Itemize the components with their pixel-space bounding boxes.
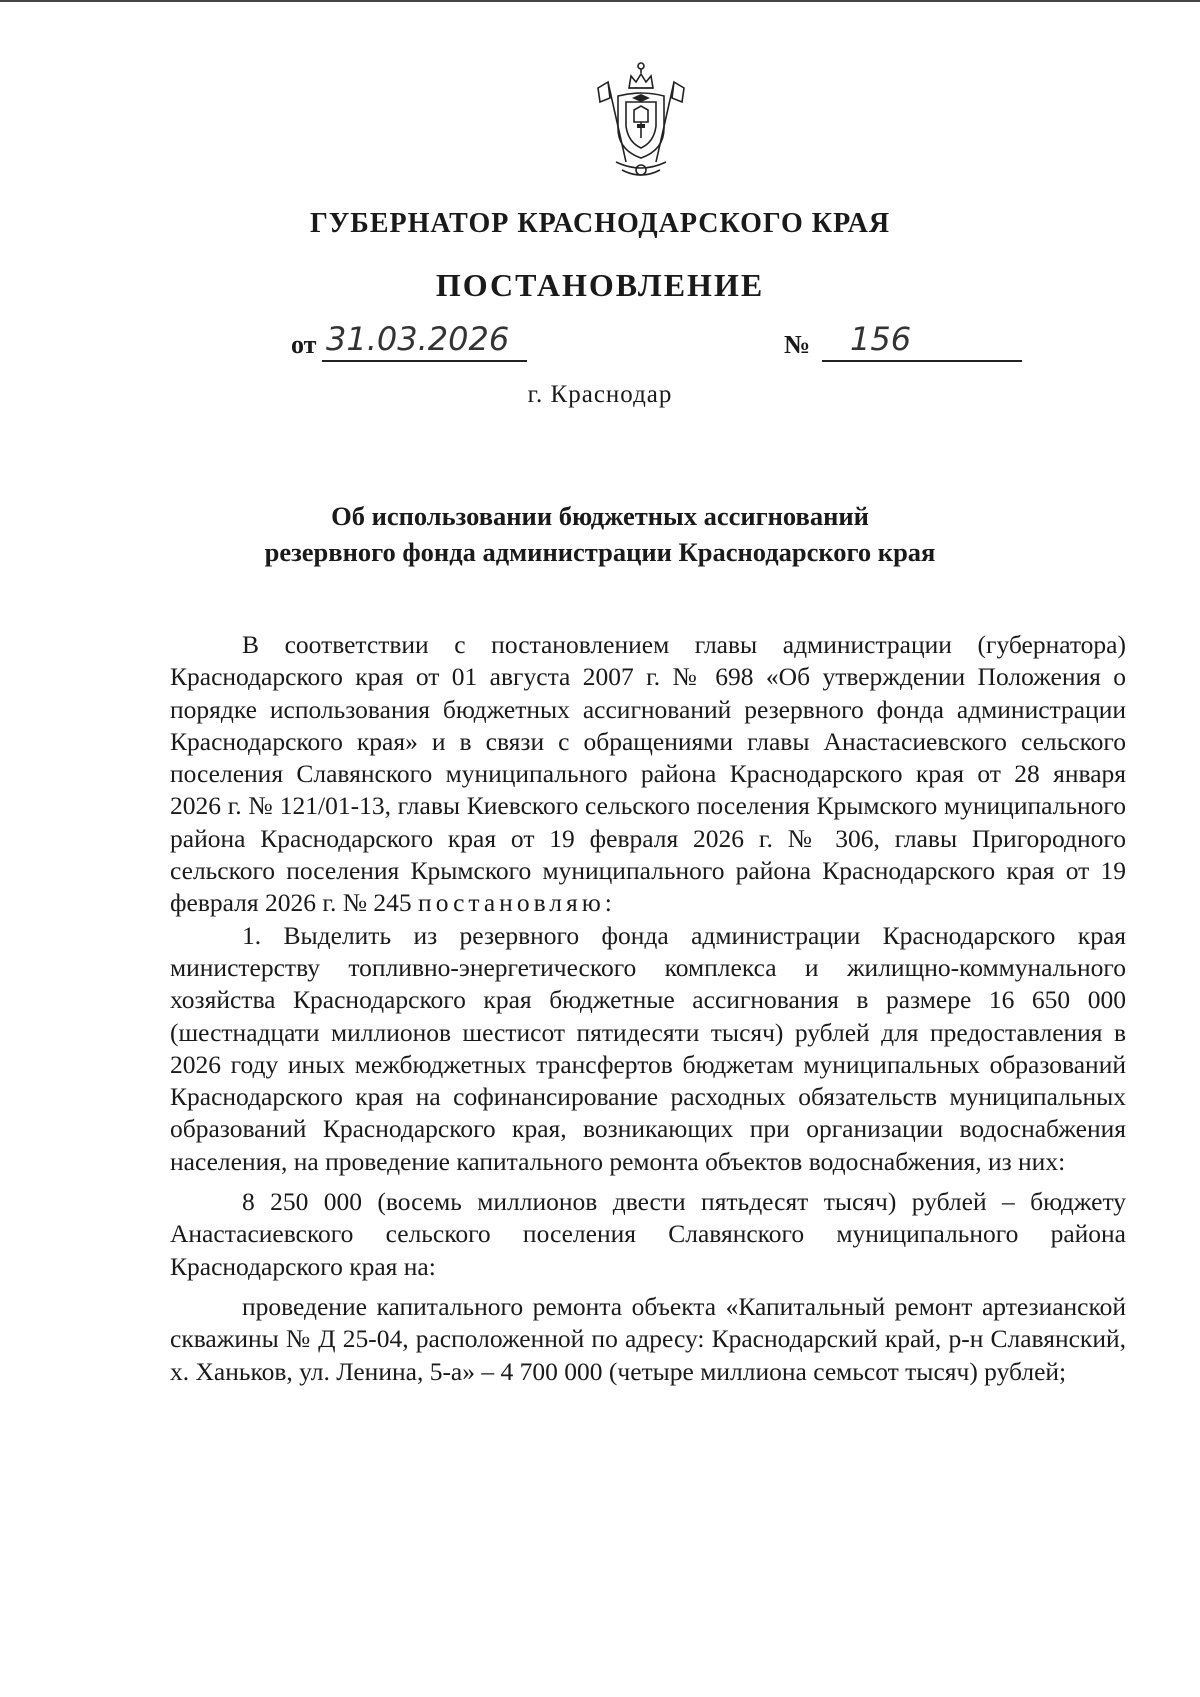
coat-of-arms-icon	[596, 58, 686, 184]
number-underline	[822, 360, 1022, 362]
paragraph-repair-object: проведение капитального ремонта объекта «Капитальный ремонт артезианской скважины № Д 25-04, расположенной по адресу: Краснодарский край, р-н Славянский, х. Ханьков, ул. Ленина, 5-а» – 4 700 000 (четыре миллиона семьсот тысяч) рублей;	[170, 1291, 1126, 1386]
document-title	[170, 498, 1030, 570]
paragraph-item-1: 1. Выделить из резервного фонда администрации Краснодарского края министерству топливно-энергетического комплекса и жилищно-коммунального хозяйства Краснодарского края бюджетные ассигнования в размере 16 650 000 (шестнадцати миллионов шестисот пятидесяти тысяч) рублей для предоставления в 2026 году иных межбюджетных трансфертов бюджетам муниципальных образований Краснодарского края на софинансирование расходных обязательств муниципальных образований Краснодарского края, возникающих при организации водоснабжения населения, на проведение капитального ремонта объектов водоснабжения, из них:	[170, 920, 1126, 1176]
preamble-text: В соответствии с постановлением главы администрации (губернатора) Краснодарского края от 01 августа 2007 г. № 698 «Об утверждении Положения о порядке использования бюджетных ассигнований резервного фонда администрации Краснодарского края» и в связи с обращениями главы Анастасиевского сельского поселения Славянского муниципального района Краснодарского края от 28 января 2026 г. № 121/01-13, главы Киевского сельского поселения Крымского муниципального района Краснодарского края от 19 февраля 2026 г. № 306, главы Пригородного сельского поселения Крымского муниципального района Краснодарского края от 19 февраля 2026 г. № 245	[170, 630, 1126, 918]
number-label: №	[784, 330, 811, 359]
title-line-1: Об использовании бюджетных ассигнований	[331, 501, 869, 531]
date-value: 31.03.2026	[326, 320, 510, 358]
city-label: г. Краснодар	[527, 381, 673, 408]
preamble-end: :	[604, 888, 612, 918]
document-body	[170, 629, 1126, 1388]
decree-word: постановляю	[418, 888, 605, 918]
title-line-2: резервного фонда администрации Краснодарского края	[264, 537, 936, 567]
paragraph-preamble	[170, 629, 1126, 920]
scan-edge-line	[0, 0, 1200, 2]
document-type-heading: ПОСТАНОВЛЕНИЕ	[435, 267, 765, 303]
number-value: 156	[850, 320, 912, 358]
paragraph-allocation: 8 250 000 (восемь миллионов двести пятьдесят тысяч) рублей – бюджету Анастасиевского сельского поселения Славянского муниципального района Краснодарского края на:	[170, 1187, 1126, 1281]
date-label: от	[291, 330, 317, 359]
organization-heading: ГУБЕРНАТОР КРАСНОДАРСКОГО КРАЯ	[309, 208, 891, 239]
date-underline	[322, 360, 527, 362]
